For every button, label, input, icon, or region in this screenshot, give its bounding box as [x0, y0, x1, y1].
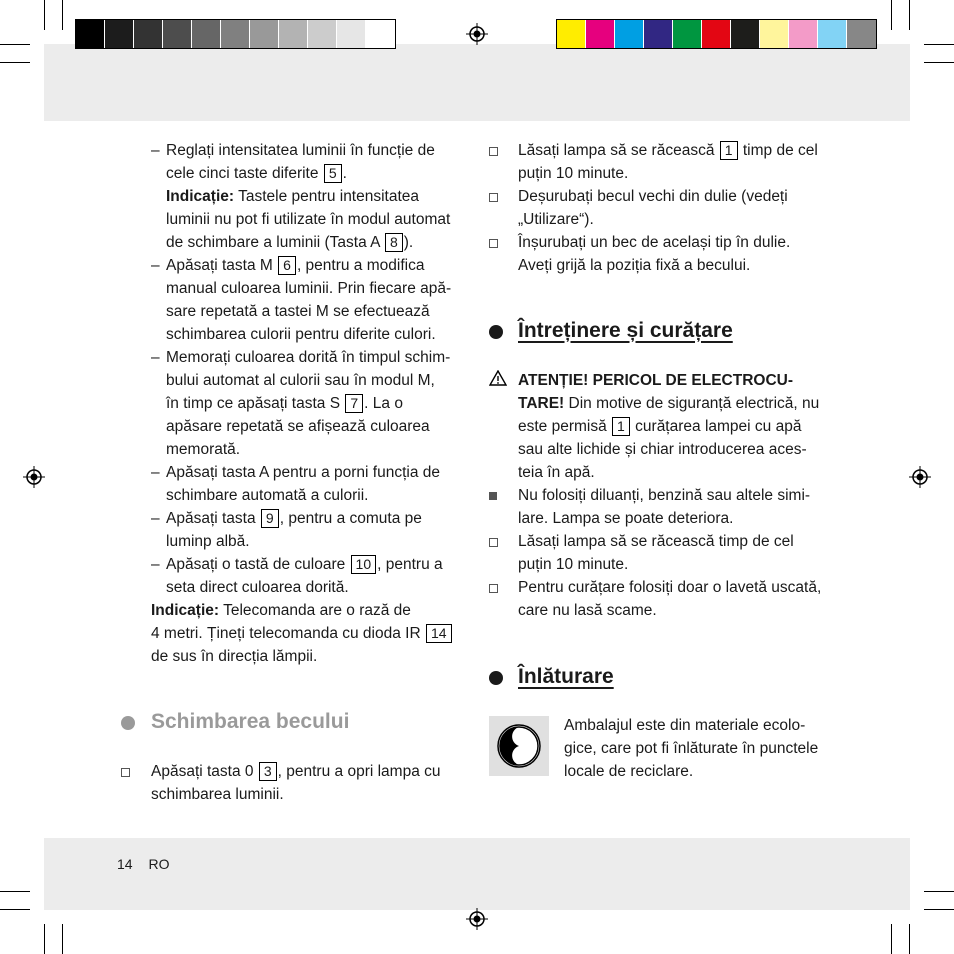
- color-swatch: [847, 20, 876, 48]
- list-item-text: memorată.: [166, 441, 241, 458]
- crop-mark: [909, 0, 910, 30]
- key-number-box: 6: [278, 256, 296, 275]
- header-band: [44, 44, 910, 121]
- list-item-text: Apăsați tasta A pentru a porni funcția de: [166, 464, 441, 481]
- disposal-text: Ambalajul este din materiale ecolo-: [564, 717, 806, 734]
- crop-mark: [44, 924, 45, 954]
- registration-mark-icon: [466, 23, 488, 45]
- color-swatch: [250, 20, 279, 48]
- list-item-text: manual culoarea luminii. Prin fiecare apă-: [166, 280, 452, 297]
- crop-mark: [924, 62, 954, 63]
- section-bullet-icon: [489, 671, 503, 685]
- step-text: Lăsați lampa să se răcească timp de cel: [518, 533, 794, 550]
- color-swatch: [789, 20, 818, 48]
- color-swatch: [163, 20, 192, 48]
- language-code: RO: [148, 856, 170, 872]
- step-text: puțin 10 minute.: [518, 556, 629, 573]
- grayscale-color-bar: [75, 19, 396, 49]
- list-dash: –: [151, 510, 160, 527]
- crop-mark: [0, 891, 30, 892]
- bullet-text: Nu folosiți diluanți, benzină sau altele simi-: [518, 487, 811, 504]
- list-item-text: bului automat al culorii sau în modul M,: [166, 372, 435, 389]
- key-number-box: 14: [426, 624, 452, 643]
- step-text: care nu lasă scame.: [518, 602, 657, 619]
- color-swatch: [105, 20, 134, 48]
- step-checkbox-icon: [489, 193, 498, 202]
- list-item-text: Memorați culoarea dorită în timpul schim-: [166, 349, 451, 366]
- color-swatch: [673, 20, 702, 48]
- disposal-text: gice, care pot fi înlăturate în punctele: [564, 740, 819, 757]
- list-dash: –: [151, 464, 160, 481]
- color-swatch: [586, 20, 615, 48]
- color-swatch: [279, 20, 308, 48]
- section-heading: Schimbarea becului: [151, 710, 350, 733]
- color-swatch: [760, 20, 789, 48]
- color-swatch: [702, 20, 731, 48]
- color-swatch: [192, 20, 221, 48]
- warning-text: TARE! Din motive de siguranță electrică, nu: [518, 395, 820, 412]
- warning-text: sau alte lichide și chiar introducerea aces-: [518, 441, 807, 458]
- step-text: Pentru curățare folosiți doar o lavetă uscată,: [518, 579, 822, 596]
- note-text: luminii nu pot fi utilizate în modul automat: [166, 211, 451, 228]
- page-footer: [117, 856, 169, 872]
- crop-mark: [62, 0, 63, 30]
- key-number-box: 1: [720, 141, 738, 160]
- step-text: schimbarea luminii.: [151, 786, 284, 803]
- step-checkbox-icon: [489, 538, 498, 547]
- note-text: de schimbare a luminii (Tasta A 8 ).: [166, 234, 414, 251]
- crop-mark: [909, 924, 910, 954]
- list-item-text: schimbarea culorii pentru diferite culori.: [166, 326, 436, 343]
- crop-mark: [0, 909, 30, 910]
- color-swatch: [366, 20, 395, 48]
- section-heading: Înlăturare: [518, 665, 614, 688]
- color-swatch: [731, 20, 760, 48]
- list-item-text: Reglați intensitatea luminii în funcție de: [166, 142, 435, 159]
- crop-mark: [891, 924, 892, 954]
- crop-mark: [44, 0, 45, 30]
- color-swatch: [557, 20, 586, 48]
- note-text: 4 metri. Țineți telecomanda cu dioda IR 14: [151, 622, 453, 645]
- step-text: „Utilizare“).: [518, 211, 594, 228]
- list-dash: –: [151, 257, 160, 274]
- note-text: Indicație: Telecomanda are o rază de: [151, 602, 411, 619]
- note-text: de sus în direcția lămpii.: [151, 648, 318, 665]
- step-text: Apăsați tasta 0 3 , pentru a opri lampa cu: [151, 763, 441, 780]
- crop-mark: [0, 44, 30, 45]
- list-item-text: schimbare automată a culorii.: [166, 487, 369, 504]
- registration-mark-icon: [23, 466, 45, 488]
- footer-band: [44, 838, 910, 910]
- key-number-box: 5: [324, 164, 342, 183]
- color-swatch: [76, 20, 105, 48]
- page-number: 14: [117, 856, 133, 872]
- warning-text: teia în apă.: [518, 464, 595, 481]
- color-swatch: [818, 20, 847, 48]
- step-text: Aveți grijă la poziția fixă a becului.: [518, 257, 751, 274]
- crop-mark: [0, 62, 30, 63]
- key-number-box: 8: [385, 233, 403, 252]
- key-number-box: 7: [345, 394, 363, 413]
- step-text: Înșurubați un bec de același tip în dulie.: [518, 234, 791, 251]
- list-dash: –: [151, 556, 160, 573]
- list-item-text: Apăsați tasta M 6 , pentru a modifica: [166, 257, 425, 274]
- key-number-box: 9: [261, 509, 279, 528]
- list-item-text: seta direct culoarea dorită.: [166, 579, 349, 596]
- step-text: puțin 10 minute.: [518, 165, 629, 182]
- warning-triangle-icon: [489, 370, 507, 386]
- color-swatch: [134, 20, 163, 48]
- list-item-text: în timp ce apăsați tasta S 7 . La o: [166, 395, 403, 412]
- list-item-text: apăsare repetată se afișează culoarea: [166, 418, 430, 435]
- list-item-text: Apăsați o tastă de culoare 10 , pentru a: [166, 556, 443, 573]
- color-swatch: [308, 20, 337, 48]
- bullet-text: lare. Lampa se poate deteriora.: [518, 510, 734, 527]
- key-number-box: 1: [612, 417, 630, 436]
- warning-text: ATENȚIE! PERICOL DE ELECTROCU-: [518, 372, 793, 389]
- key-number-box: 3: [259, 762, 277, 781]
- step-checkbox-icon: [489, 239, 498, 248]
- disposal-text: locale de reciclare.: [564, 763, 694, 780]
- list-dash: –: [151, 142, 160, 159]
- key-number-box: 10: [351, 555, 377, 574]
- list-item-text: cele cinci taste diferite 5 .: [166, 165, 347, 182]
- list-item-text: Apăsați tasta 9 , pentru a comuta pe: [166, 510, 422, 527]
- note-text: Indicație: Tastele pentru intensitatea: [166, 188, 420, 205]
- crop-mark: [62, 924, 63, 954]
- crop-mark: [891, 0, 892, 30]
- step-checkbox-icon: [489, 147, 498, 156]
- color-swatch: [644, 20, 673, 48]
- green-dot-recycling-icon: [489, 716, 549, 776]
- warning-text: este permisă 1 curățarea lampei cu apă: [518, 418, 802, 435]
- registration-mark-icon: [466, 908, 488, 930]
- process-color-bar: [556, 19, 877, 49]
- color-swatch: [615, 20, 644, 48]
- step-text: Lăsați lampa să se răcească 1 timp de cel: [518, 142, 818, 159]
- registration-mark-icon: [909, 466, 931, 488]
- step-text: Deșurubați becul vechi din dulie (vedeți: [518, 188, 788, 205]
- step-checkbox-icon: [489, 584, 498, 593]
- crop-mark: [924, 909, 954, 910]
- bullet-square-icon: [489, 492, 497, 500]
- section-bullet-icon: [121, 716, 135, 730]
- list-item-text: sare repetată a tastei M se efectuează: [166, 303, 430, 320]
- color-swatch: [221, 20, 250, 48]
- section-heading: Întreținere și curățare: [518, 319, 733, 342]
- crop-mark: [924, 44, 954, 45]
- step-checkbox-icon: [121, 768, 130, 777]
- list-item-text: luminp albă.: [166, 533, 250, 550]
- color-swatch: [337, 20, 366, 48]
- list-dash: –: [151, 349, 160, 366]
- crop-mark: [924, 891, 954, 892]
- section-bullet-icon: [489, 325, 503, 339]
